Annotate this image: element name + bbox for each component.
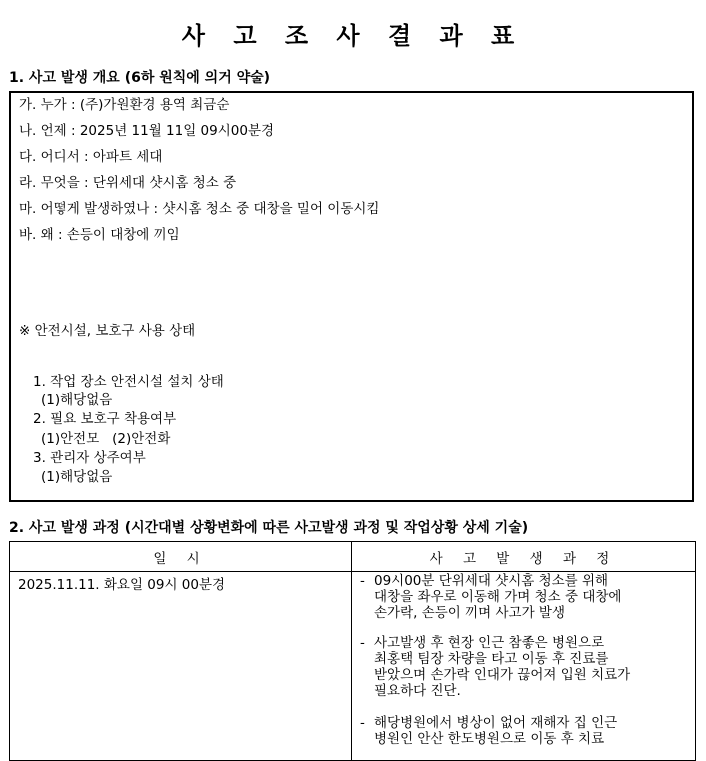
- bullet-dash: -: [360, 573, 365, 589]
- process-step-2-line-3: 받았으며 손가락 인대가 끊어져 입원 치료가: [374, 667, 631, 683]
- table-header: [10, 542, 695, 572]
- process-step-1-line-1: 09시00분 단위세대 샷시홈 청소를 위해: [374, 573, 609, 589]
- summary-who: 가. 누가 : (주)가원환경 용역 최금순: [19, 97, 230, 113]
- safety-item-1-detail: (1)해당없음: [41, 392, 113, 408]
- accident-summary-box: [9, 91, 694, 502]
- safety-item-1: 1. 작업 장소 안전시설 설치 상태: [33, 374, 224, 390]
- summary-when: 나. 언제 : 2025년 11월 11일 09시00분경: [19, 123, 275, 139]
- document-title: 사 고 조 사 결 과 표: [181, 22, 525, 50]
- process-step-3: [360, 715, 617, 747]
- process-step-1-line-2: 대창을 좌우로 이동해 가며 청소 중 대창에: [374, 589, 622, 605]
- process-step-2-line-4: 필요하다 진단.: [374, 683, 461, 699]
- process-step-1-line-3: 손가락, 손등이 끼며 사고가 발생: [374, 605, 565, 621]
- safety-item-2: 2. 필요 보호구 착용여부: [33, 411, 177, 427]
- summary-how: 마. 어떻게 발생하였나 : 샷시홈 청소 중 대창을 밀어 이동시킴: [19, 201, 380, 217]
- safety-heading: ※ 안전시설, 보호구 사용 상태: [19, 323, 196, 339]
- summary-what: 라. 무엇을 : 단위세대 샷시홈 청소 중: [19, 175, 237, 191]
- column-date: 일 시: [153, 551, 208, 567]
- summary-where: 다. 어디서 : 아파트 세대: [19, 149, 163, 165]
- summary-why: 바. 왜 : 손등이 대창에 끼임: [19, 227, 180, 243]
- section2-heading: 2. 사고 발생 과정 (시간대별 상황변화에 따른 사고발생 과정 및 작업상황 상세 기술): [9, 520, 529, 536]
- bullet-dash: -: [360, 635, 365, 651]
- process-step-3-line-1: 해당병원에서 병상이 없어 재해자 집 인근: [374, 715, 618, 731]
- process-step-2: [360, 635, 630, 699]
- table-cell-date: 2025.11.11. 화요일 09시 00분경: [18, 577, 226, 593]
- section1-heading: 1. 사고 발생 개요 (6하 원칙에 의거 약술): [9, 70, 271, 86]
- safety-item-2-detail: (1)안전모 (2)안전화: [41, 431, 171, 447]
- safety-item-3-detail: (1)해당없음: [41, 469, 113, 485]
- column-process: 사 고 발 생 과 정: [429, 551, 618, 567]
- process-step-1: [360, 573, 621, 621]
- process-step-3-line-2: 병원인 안산 한도병원으로 이동 후 치료: [374, 731, 605, 747]
- accident-process-table: [9, 541, 696, 761]
- column-divider: [351, 542, 352, 760]
- bullet-dash: -: [360, 715, 365, 731]
- process-step-2-line-1: 사고발생 후 현장 인근 참좋은 병원으로: [374, 635, 605, 651]
- process-step-2-line-2: 최홍택 팀장 차량을 타고 이동 후 진료를: [374, 651, 609, 667]
- safety-item-3: 3. 관리자 상주여부: [33, 450, 146, 466]
